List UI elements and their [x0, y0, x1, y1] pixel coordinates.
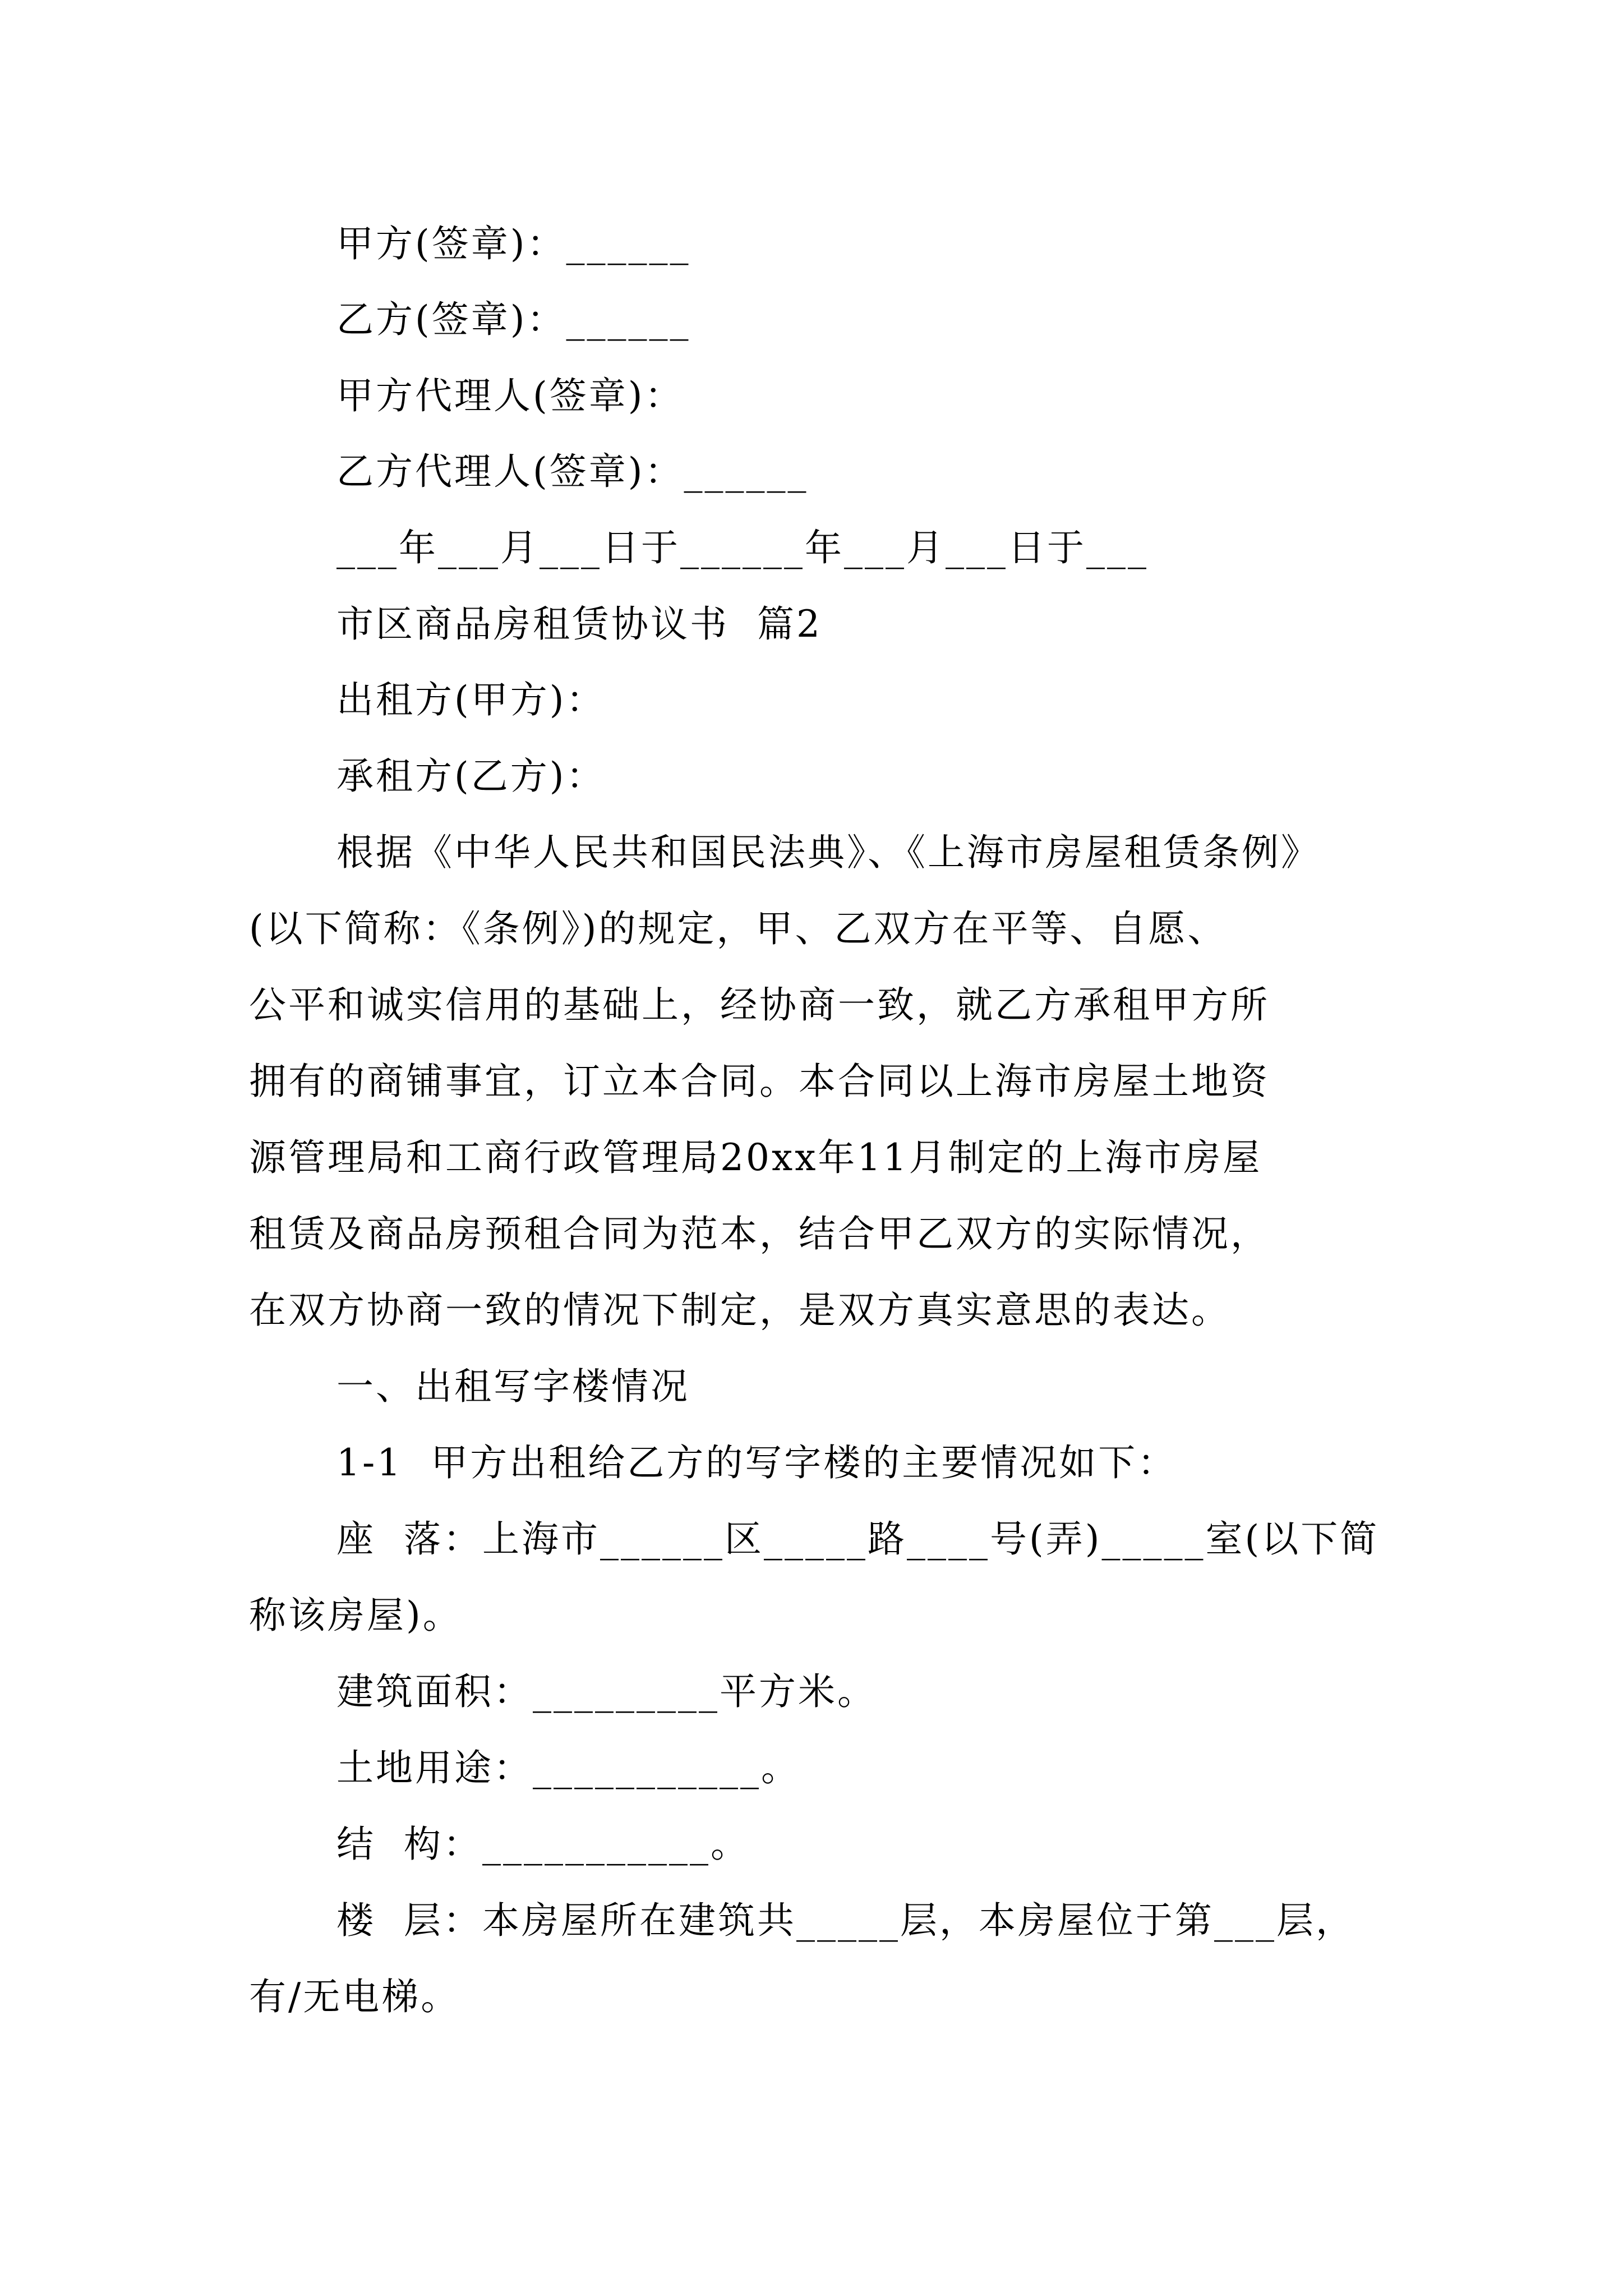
storey-line: 楼 层：本房屋所在建筑共_____层，本房屋位于第___层， [336, 1899, 1355, 1942]
paragraph-line: (以下简称：《条例》)的规定，甲、乙双方在平等、自愿、 [249, 907, 1227, 950]
party-a-agent-signature-line: 甲方代理人(签章)： [336, 374, 684, 417]
clause-line: 1-1 甲方出租给乙方的写字楼的主要情况如下： [336, 1441, 1177, 1484]
location-line-continued: 称该房屋)。 [249, 1594, 462, 1637]
party-b-signature-line: 乙方(签章)：______ [336, 298, 691, 341]
land-use-line: 土地用途：___________。 [336, 1746, 800, 1789]
paragraph-line: 租赁及商品房预租合同为范本，结合甲乙双方的实际情况， [249, 1212, 1270, 1255]
party-b-agent-signature-line: 乙方代理人(签章)：______ [336, 450, 809, 493]
lessee-line: 承租方(乙方)： [336, 754, 606, 798]
lessor-line: 出租方(甲方)： [336, 678, 606, 721]
party-a-signature-line: 甲方(签章)：______ [336, 222, 691, 265]
floor-area-line: 建筑面积：_________平方米。 [336, 1670, 877, 1713]
section-title: 市区商品房租赁协议书 篇2 [336, 602, 822, 646]
date-line: ___年___月___日于______年___月___日于___ [336, 526, 1149, 569]
location-line: 座 落：上海市______区_____路____号(弄)_____室(以下简 [336, 1517, 1380, 1561]
paragraph-line: 源管理局和工商行政管理局20xx年11月制定的上海市房屋 [249, 1136, 1262, 1179]
paragraph-line: 在双方协商一致的情况下制定，是双方真实意思的表达。 [249, 1289, 1230, 1332]
paragraph-line: 拥有的商铺事宜，订立本合同。本合同以上海市房屋土地资 [249, 1060, 1270, 1103]
structure-line: 结 构：___________。 [336, 1823, 750, 1866]
paragraph-line: 根据《中华人民共和国民法典》、《上海市房屋租赁条例》 [336, 831, 1320, 874]
paragraph-line: 公平和诚实信用的基础上，经协商一致，就乙方承租甲方所 [249, 983, 1270, 1027]
storey-line-continued: 有/无电梯。 [249, 1975, 460, 2018]
section-heading: 一、出租写字楼情况 [336, 1365, 690, 1408]
